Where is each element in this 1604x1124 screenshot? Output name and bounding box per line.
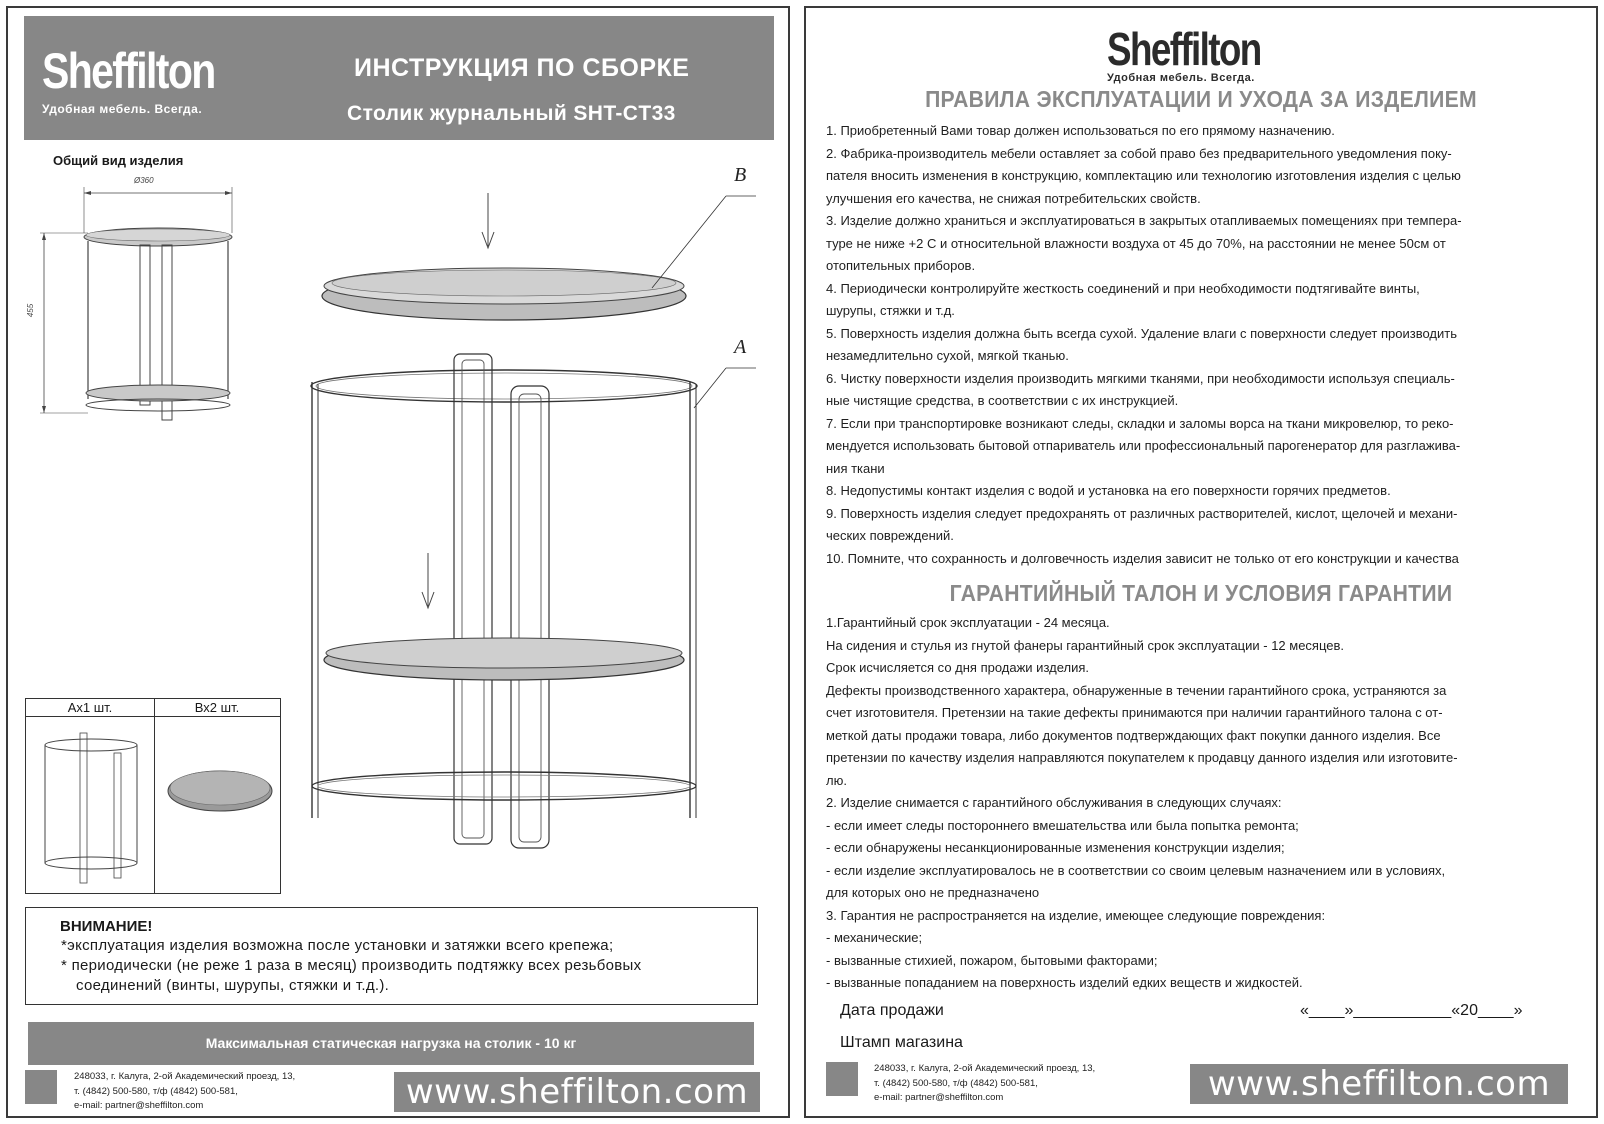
callout-a: А bbox=[734, 336, 747, 358]
attention-box bbox=[25, 907, 758, 1005]
footer-square bbox=[25, 1070, 57, 1104]
parts-table bbox=[25, 698, 281, 894]
brand-tagline: Удобная мебель. Всегда. bbox=[1107, 72, 1255, 84]
max-load-banner: Максимальная статическая нагрузка на столик - 10 кг bbox=[28, 1022, 754, 1065]
brand-logo: Sheffilton bbox=[42, 43, 215, 99]
overview-drawing bbox=[28, 173, 238, 433]
attention-title: ВНИМАНИЕ! bbox=[60, 918, 153, 935]
page-title: ИНСТРУКЦИЯ ПО СБОРКЕ bbox=[354, 54, 690, 82]
store-stamp-label: Штамп магазина bbox=[840, 1034, 963, 1051]
rules-list: 1. Приобретенный Вами товар должен использоваться по его прямому назначению. 2. Фабрика-производитель мебели оставляет за собой право без предварительного уведомления поку- пателя вносить изменения в конструкцию, комплектацию или технологию изготовления изделия с целью улучшения его качества, не снижая потребительских свойств. 3. Изделие должно храниться и эксплуатироваться в закрытых отапливаемых помещениях при темпера- туре не ниже +2 С и относительной влажности воздуха от 45 до 70%, на расстоянии не менее 50см от отопительных приборов. 4. Периодически контролируйте жесткость соединений и при необходимости подтягивайте винты, шурупы, стяжки и т.д. 5. Поверхность изделия должна быть всегда сухой. Удаление влаги с поверхности следует производить незамедлительно сухой, мягкой тканью. 6. Чистку поверхности изделия производить мягкими тканями, при необходимости используя специаль- ные чистящие средства, в соответствии с их инструкцией. 7. Если при транспортировке возникают следы, складки и заломы ворса на ткани микровелюр, то реко- мендуется использовать бытовой отпариватель или профессиональный парогенератор для разглажива- ния ткани 8. Недопустимы контакт изделия с водой и установка на его поверхности горячих предметов. 9. Поверхность изделия следует предохранять от различных растворителей, кислот, щелочей и механи- ческих повреждений. 10. Помните, что сохранность и долговечность изделия зависит не только от его конструкции и качества bbox=[826, 123, 1462, 566]
exploded-assembly-drawing bbox=[298, 168, 768, 858]
sale-date-field[interactable]: «____»___________«20____» bbox=[1300, 1002, 1523, 1019]
company-address: 248033, г. Калуга, 2-ой Академический проезд, 13, т. (4842) 500-580, т/ф (4842) 500-581, e-mail: partner@sheffilton.com bbox=[874, 1063, 1096, 1103]
brand-tagline: Удобная мебель. Всегда. bbox=[42, 102, 203, 116]
sale-date-label: Дата продажи bbox=[840, 1002, 944, 1019]
rules-title: ПРАВИЛА ЭКСПЛУАТАЦИИ И УХОДА ЗА ИЗДЕЛИЕМ bbox=[925, 86, 1477, 112]
part-a-frame-drawing bbox=[36, 723, 146, 888]
assembly-instruction-page bbox=[6, 6, 790, 1118]
part-b-label: Вх2 шт. bbox=[154, 699, 280, 717]
warranty-title: ГАРАНТИЙНЫЙ ТАЛОН И УСЛОВИЯ ГАРАНТИИ bbox=[949, 580, 1453, 606]
website-link[interactable]: www.sheffilton.com bbox=[1190, 1064, 1568, 1104]
brand-logo: Sheffilton bbox=[1107, 23, 1261, 75]
height-dimension: 455 bbox=[26, 303, 36, 318]
header-band bbox=[24, 16, 774, 140]
care-and-warranty-page bbox=[804, 6, 1598, 1118]
product-subtitle: Столик журнальный SHT-CT33 bbox=[347, 102, 676, 125]
part-b-top-drawing bbox=[166, 759, 274, 819]
attention-line-3: соединений (винты, шурупы, стяжки и т.д.). bbox=[76, 977, 390, 994]
general-view-label: Общий вид изделия bbox=[53, 153, 184, 168]
footer-square bbox=[826, 1062, 858, 1096]
width-dimension: Ø360 bbox=[134, 176, 154, 185]
part-a-label: Ах1 шт. bbox=[26, 699, 154, 717]
warranty-list: 1.Гарантийный срок эксплуатации - 24 месяца. На сидения и стулья из гнутой фанеры гарантийный срок эксплуатации - 12 месяцев. Срок исчисляется со дня продажи изделия. Дефекты производственного характера, обнаруженные в течении гарантийного срока, устраняются за счет изготовителя. Претензии на такие дефекты принимаются при наличии гарантийного талона с от- меткой даты продажи товара, либо документов подтверждающих факт покупки данного изделия. Все претензии по качеству изделия направляются покупателем к продавцу данного изделия или изготовите- лю. 2. Изделие снимается с гарантийного обслуживания в следующих случаях: - если имеет следы постороннего вмешательства или была попытка ремонта; - если обнаружены несанкционированные изменения конструкции изделия; - если изделие эксплуатировалось не в соответствии со своим целевым назначением или в условиях, для которых оно не предназначено 3. Гарантия не распространяется на изделие, имеющее следующие повреждения: - механические; - вызванные стихией, пожаром, бытовыми факторами; - вызванные попаданием на поверхность изделий едких веществ и жидкостей. bbox=[826, 615, 1458, 990]
website-link[interactable]: www.sheffilton.com bbox=[394, 1072, 760, 1112]
callout-b: В bbox=[734, 164, 747, 186]
company-address: 248033, г. Калуга, 2-ой Академический проезд, 13, т. (4842) 500-580, т/ф (4842) 500-581, e-mail: partner@sheffilton.com bbox=[74, 1071, 296, 1111]
attention-line-1: *эксплуатация изделия возможна после установки и затяжки всего крепежа; bbox=[61, 937, 614, 954]
attention-line-2: * периодически (не реже 1 раза в месяц) производить подтяжку всех резьбовых bbox=[61, 957, 642, 974]
